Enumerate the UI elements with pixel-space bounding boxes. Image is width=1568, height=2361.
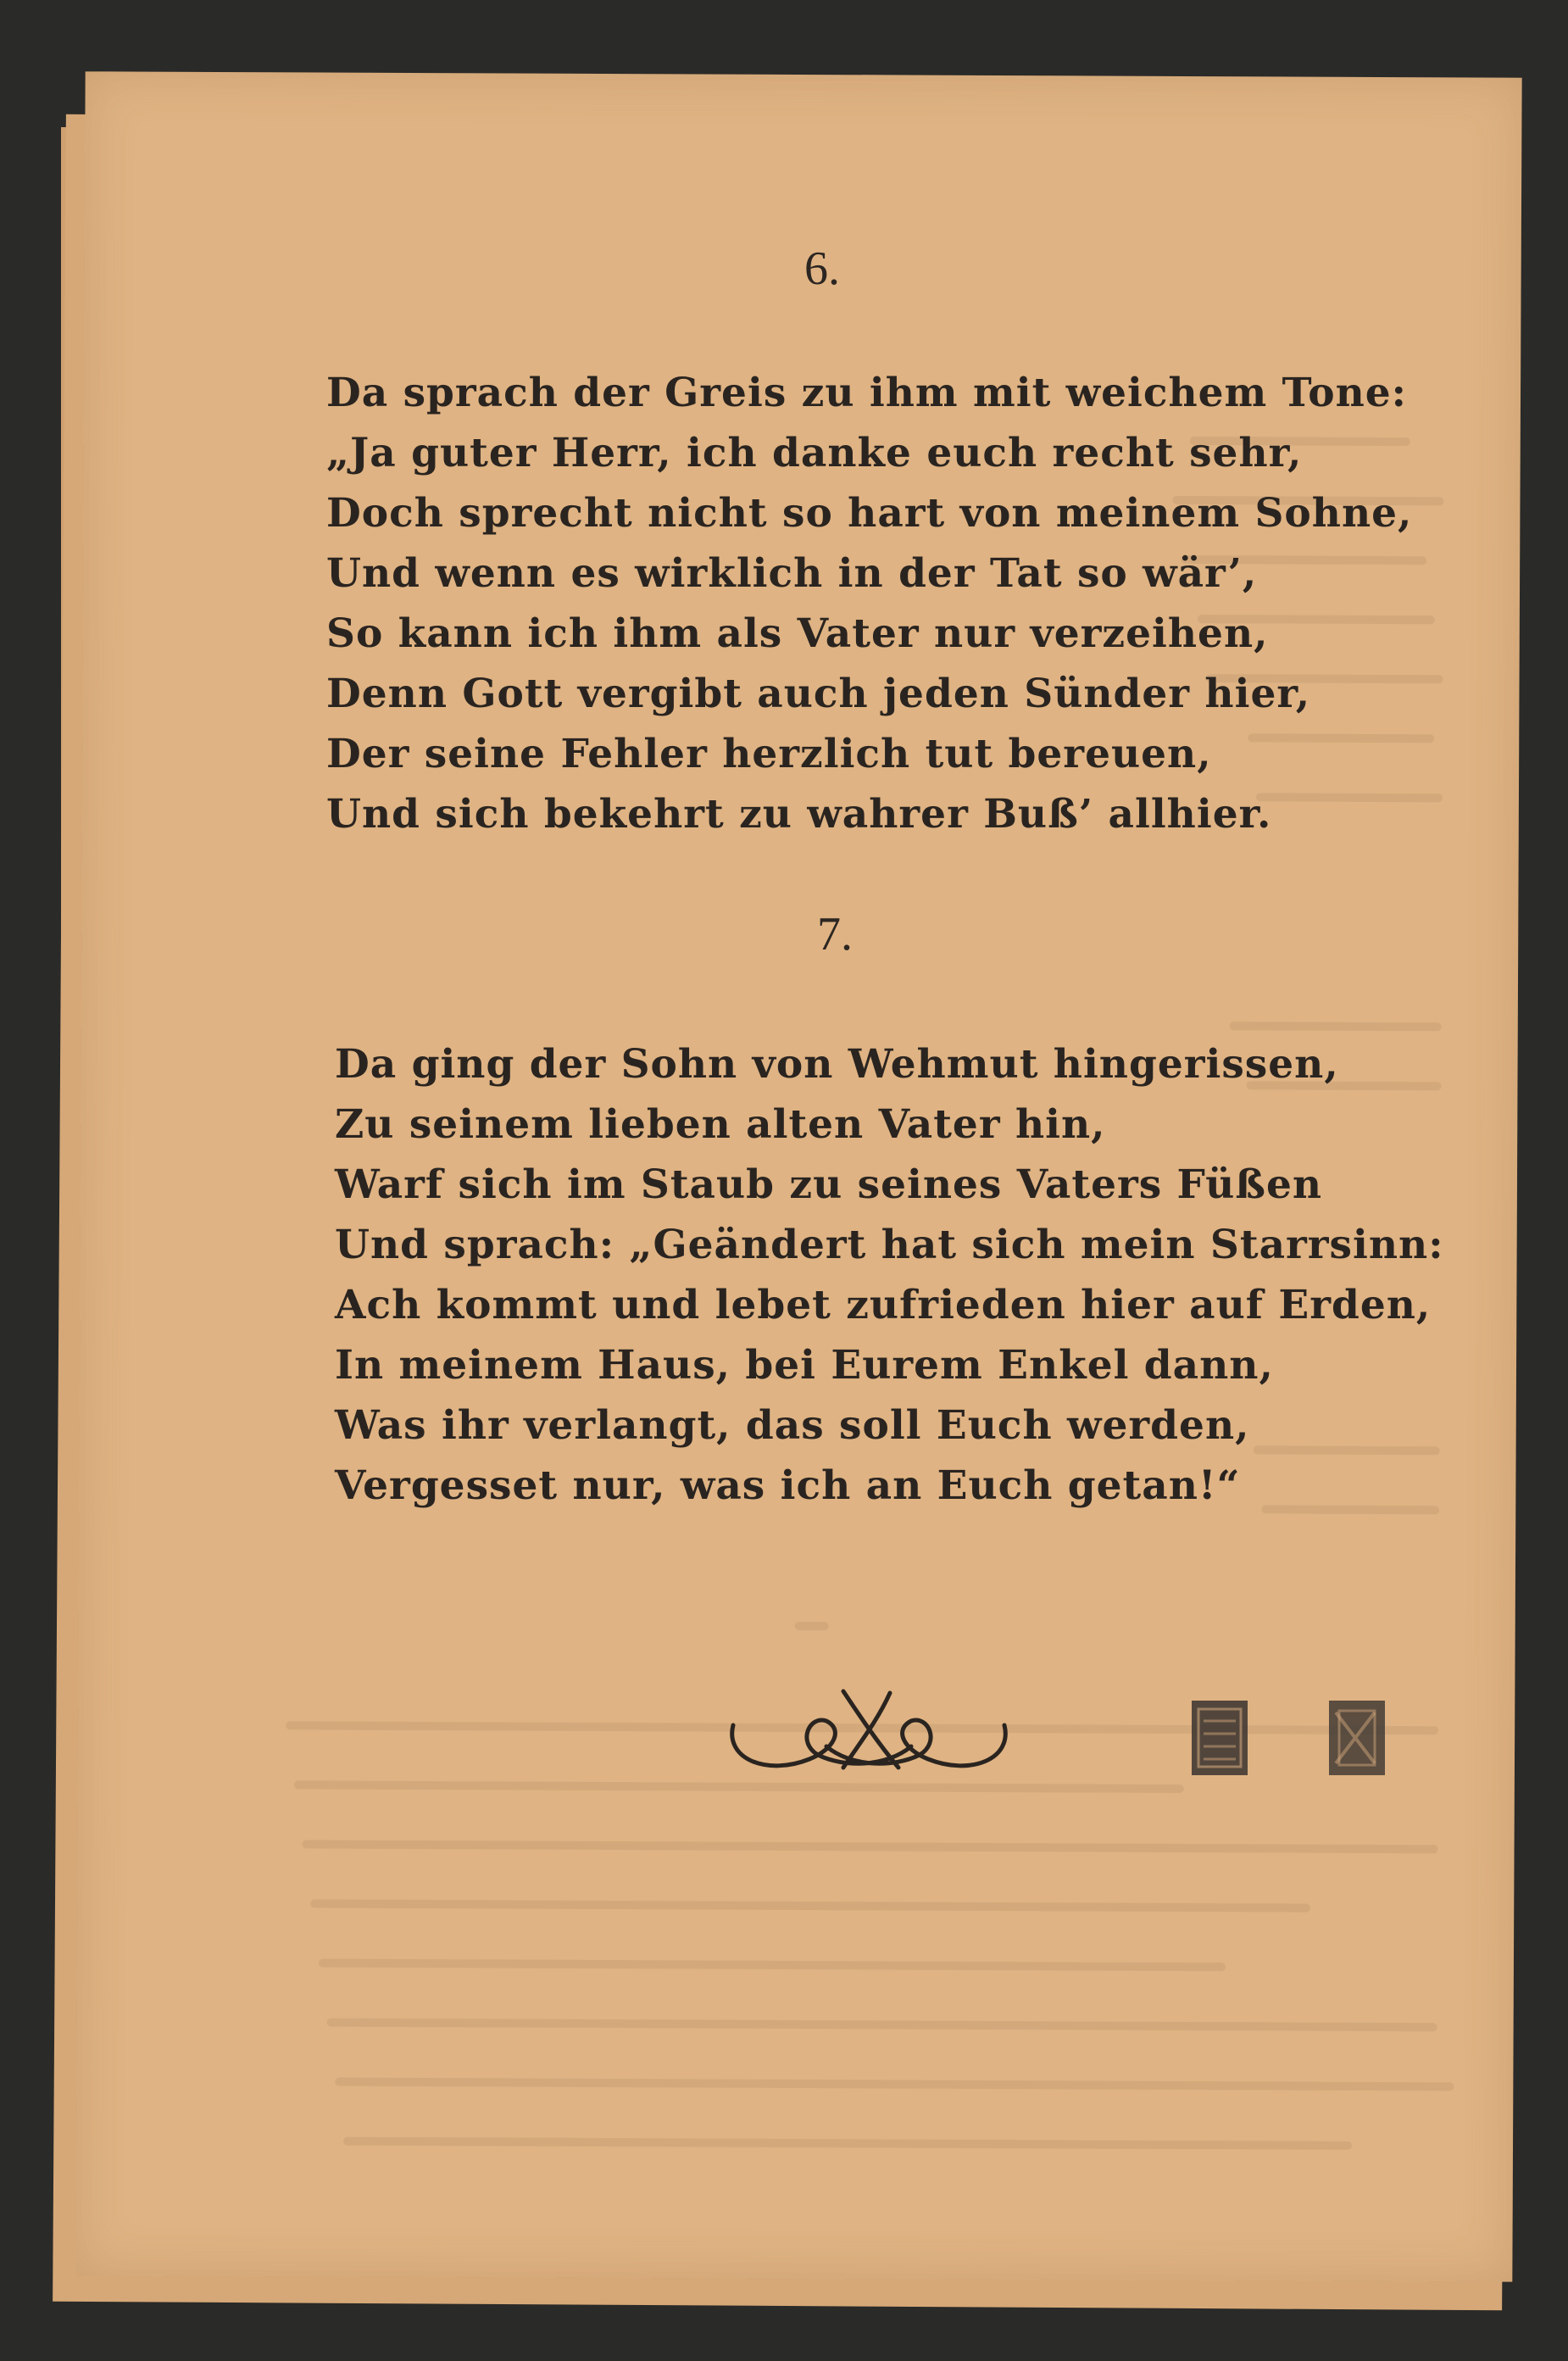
verse-line: „Ja guter Herr, ich danke euch recht sehr, <box>326 430 1303 476</box>
verse-line: So kann ich ihm als Vater nur verzeihen, <box>326 610 1269 657</box>
verse-line: Vergesset nur, was ich an Euch getan!“ <box>335 1462 1241 1509</box>
verse-line: Zu seinem lieben alten Vater hin, <box>335 1101 1106 1148</box>
verse-line: Und wenn es wirklich in der Tat so wär’, <box>326 550 1258 597</box>
stanza-6 <box>326 363 1412 844</box>
verse-line: Denn Gott vergibt auch jeden Sünder hier, <box>326 671 1311 717</box>
verse-line: Der seine Fehler herzlich tut bereuen, <box>326 731 1212 777</box>
verse-line: Und sich bekehrt zu wahrer Buß’ allhier. <box>326 791 1272 838</box>
stanza-7 <box>335 1034 1444 1516</box>
verse-line: Ach kommt und lebet zufrieden hier auf Erden, <box>335 1282 1432 1328</box>
verse-line: Warf sich im Staub zu seines Vaters Füßen <box>335 1161 1323 1208</box>
verse-line: Doch sprecht nicht so hart von meinem Sohne, <box>326 490 1413 537</box>
stanza-number: 7. <box>817 908 853 961</box>
stamp-mark-icon <box>1187 1696 1253 1780</box>
verse-line: In meinem Haus, bei Eurem Enkel dann, <box>335 1342 1274 1389</box>
flourish-ornament-icon <box>716 1683 1021 1785</box>
verse-line: Da sprach der Greis zu ihm mit weichem Tone: <box>326 370 1407 416</box>
verse-line: Da ging der Sohn von Wehmut hingerissen, <box>335 1041 1339 1088</box>
stanza-number: 6. <box>804 242 840 295</box>
verse-line: Was ihr verlangt, das soll Euch werden, <box>335 1402 1250 1449</box>
verse-line: Und sprach: „Geändert hat sich mein Starrsinn: <box>335 1222 1444 1268</box>
stamp-mark-icon <box>1324 1696 1390 1780</box>
